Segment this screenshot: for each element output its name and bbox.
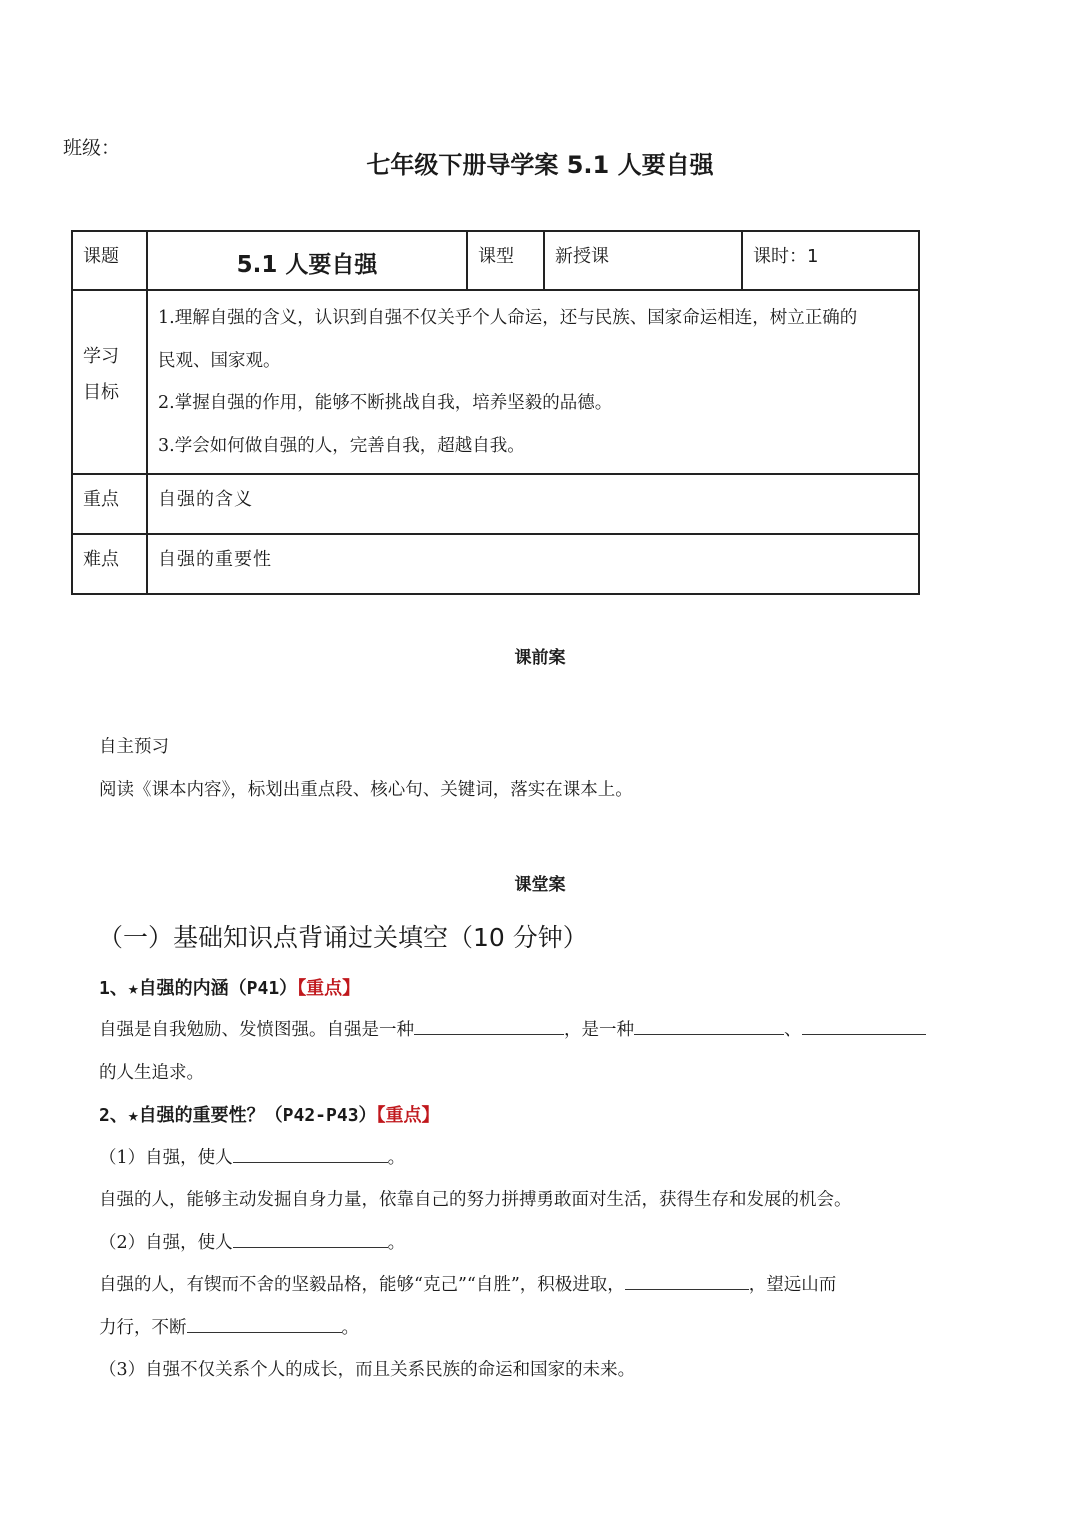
question-1-title: 1、★自强的内涵（P41）【重点】 [99, 978, 361, 999]
fill-blank[interactable] [634, 1016, 784, 1035]
question-2-item-1: （1）自强，使人 。 [99, 1144, 405, 1169]
class-label: 班级： [63, 137, 121, 159]
question-2-item-1-desc: 自强的人，能够主动发掘自身力量，依靠自己的努力拼搏勇敢面对生活，获得生存和发展的机会。 [99, 1190, 852, 1210]
self-study-instruction: 阅读《课本内容》，标划出重点段、核心句、关键词，落实在课本上。 [99, 780, 633, 800]
fill-blank[interactable] [625, 1271, 749, 1290]
goal-2: 2.掌握自强的作用，能够不断挑战自我，培养坚毅的品德。 [158, 393, 613, 413]
goal-1b: 民观、国家观。 [158, 350, 281, 371]
goal-3: 3.学会如何做自强的人，完善自我，超越自我。 [158, 435, 525, 456]
fill-blank[interactable] [187, 1314, 342, 1333]
question-2-item-2-desc-cont: 力行，不断 。 [99, 1314, 359, 1339]
question-2-item-2: （2）自强，使人 。 [99, 1229, 405, 1254]
fill-blank[interactable] [414, 1016, 564, 1035]
question-2-item-3: （3）自强不仅关系个人的成长，而且关系民族的命运和国家的未来。 [99, 1360, 636, 1380]
difficulty-label: 难点 [72, 534, 147, 594]
fill-blank[interactable] [233, 1144, 388, 1163]
lesson-info-table [71, 230, 920, 595]
question-2-item-2-desc: 自强的人，有锲而不舍的坚毅品格，能够“克己”“自胜”，积极进取， ，望远山而 [99, 1271, 836, 1296]
goals-label: 学习 目标 [72, 290, 147, 474]
key-tag: 【重点】 [297, 978, 361, 999]
goal-1a: 1.理解自强的含义，认识到自强不仅关乎个人命运，还与民族、国家命运相连，树立正确的 [158, 308, 858, 328]
section-title: （一）基础知识点背诵过关填空（10 分钟） [98, 923, 588, 952]
fill-blank[interactable] [233, 1229, 388, 1248]
question-1-text-end: 的人生追求。 [99, 1063, 204, 1083]
learning-goals [147, 290, 919, 474]
self-study-label: 自主预习 [99, 737, 169, 757]
question-1-text: 自强是自我勉励、发愤图强。自强是一种 ，是一种 、 [99, 1016, 926, 1041]
in-class-heading: 课堂案 [514, 875, 566, 895]
difficulty-value: 自强的重要性 [147, 534, 919, 594]
key-point-value: 自强的含义 [147, 474, 919, 534]
fill-blank[interactable] [802, 1016, 926, 1035]
question-2-title: 2、★自强的重要性？（P42-P43）【重点】 [99, 1105, 440, 1126]
period-value: 课时：1 [742, 231, 919, 290]
key-tag: 【重点】 [376, 1105, 440, 1126]
topic-value: 5.1 人要自强 [147, 231, 467, 290]
key-point-label: 重点 [72, 474, 147, 534]
type-value: 新授课 [544, 231, 742, 290]
pre-class-heading: 课前案 [514, 648, 566, 668]
page-title: 七年级下册导学案 5.1 人要自强 [366, 151, 714, 179]
topic-label: 课题 [72, 231, 147, 290]
type-label: 课型 [467, 231, 544, 290]
